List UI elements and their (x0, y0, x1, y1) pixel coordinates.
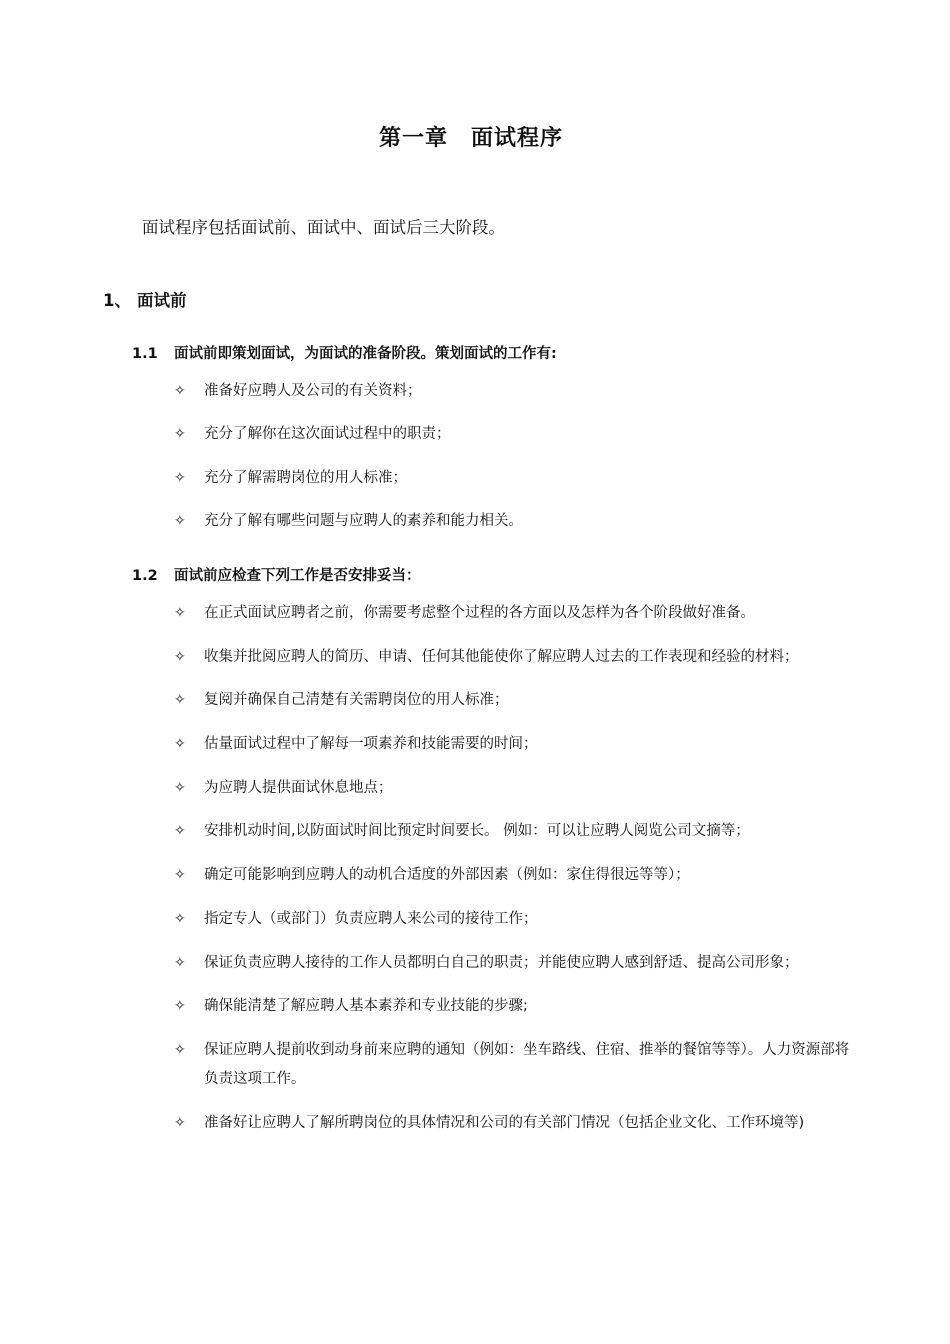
star-bullet-icon: ✧ (174, 692, 186, 709)
subsection-number: 1.1 (132, 346, 158, 362)
list-item-text: 充分了解有哪些问题与应聘人的素养和能力相关。 (204, 512, 523, 529)
list-item (174, 774, 850, 803)
section-title: 面试前 (137, 291, 187, 310)
list-item-text: 保证应聘人提前收到动身前来应聘的通知（例如：坐车路线、住宿、推举的餐馆等等）。人力资源部将负责这项工作。 (204, 1041, 850, 1087)
bullet-list-1-1 (174, 377, 850, 550)
star-bullet-icon: ✧ (174, 998, 186, 1015)
list-item-text: 安排机动时间,以防面试时间比预定时间要长。 例如：可以让应聘人阅览公司文摘等； (204, 823, 750, 840)
list-item (174, 861, 850, 890)
star-bullet-icon: ✧ (174, 736, 186, 753)
list-item-text: 准备好应聘人及公司的有关资料； (204, 383, 422, 399)
subsection-number: 1.2 (132, 568, 158, 584)
list-item (174, 992, 850, 1021)
list-item (174, 949, 850, 978)
list-item (174, 817, 850, 846)
star-bullet-icon: ✧ (174, 910, 186, 927)
list-item (174, 377, 850, 406)
star-bullet-icon: ✧ (174, 1114, 186, 1131)
star-bullet-icon: ✧ (174, 648, 186, 665)
list-item-text: 在正式面试应聘者之前，你需要考虑整个过程的各方面以及怎样为各个阶段做好准备。 (204, 605, 755, 621)
list-item-text: 准备好让应聘人了解所聘岗位的具体情况和公司的有关部门情况（包括企业文化、工作环境等) (204, 1114, 805, 1131)
intro-paragraph: 面试程序包括面试前、面试中、面试后三大阶段。 (142, 218, 505, 237)
section-number: 1、 (103, 291, 131, 310)
list-item (174, 686, 850, 715)
subsection-heading-1-1 (132, 342, 557, 363)
star-bullet-icon: ✧ (174, 1041, 186, 1058)
list-item-text: 复阅并确保自己清楚有关需聘岗位的用人标准； (204, 692, 509, 709)
list-item-text: 充分了解你在这次面试过程中的职责； (204, 426, 451, 443)
list-item (174, 599, 850, 628)
list-item-text: 为应聘人提供面试休息地点； (204, 779, 393, 796)
list-item (174, 643, 850, 672)
bullet-list-1-2 (174, 599, 850, 1152)
star-bullet-icon: ✧ (174, 779, 186, 796)
section-heading (103, 287, 187, 311)
star-bullet-icon: ✧ (174, 383, 186, 399)
subsection-title: 面试前即策划面试，为面试的准备阶段。策划面试的工作有: (174, 346, 557, 362)
chapter-title: 第一章 面试程序 (378, 126, 563, 151)
list-item-text: 收集并批阅应聘人的简历、申请、任何其他能使你了解应聘人过去的工作表现和经验的材料； (204, 648, 799, 665)
list-item-text: 确保能清楚了解应聘人基本素养和专业技能的步骤; (204, 998, 528, 1015)
star-bullet-icon: ✧ (174, 426, 186, 443)
subsection-heading-1-2 (132, 564, 421, 585)
list-item-text: 确定可能影响到应聘人的动机合适度的外部因素（例如：家住得很远等等）； (204, 867, 690, 884)
list-item (174, 730, 850, 759)
list-item (174, 905, 850, 934)
list-item-text: 保证负责应聘人接待的工作人员都明白自己的职责；并能使应聘人感到舒适、提高公司形象； (204, 954, 799, 971)
list-item-text: 指定专人（或部门）负责应聘人来公司的接待工作； (204, 910, 538, 927)
list-item (174, 420, 850, 449)
subsection-title: 面试前应检查下列工作是否安排妥当： (174, 568, 421, 584)
star-bullet-icon: ✧ (174, 512, 186, 529)
star-bullet-icon: ✧ (174, 954, 186, 971)
star-bullet-icon: ✧ (174, 605, 186, 621)
list-item-text: 估量面试过程中了解每一项素养和技能需要的时间； (204, 736, 538, 753)
list-item (174, 507, 850, 536)
star-bullet-icon: ✧ (174, 823, 186, 840)
star-bullet-icon: ✧ (174, 469, 186, 486)
star-bullet-icon: ✧ (174, 867, 186, 884)
list-item (174, 1109, 850, 1138)
list-item (174, 464, 850, 493)
list-item (174, 1036, 850, 1094)
list-item-text: 充分了解需聘岗位的用人标准； (204, 469, 407, 486)
